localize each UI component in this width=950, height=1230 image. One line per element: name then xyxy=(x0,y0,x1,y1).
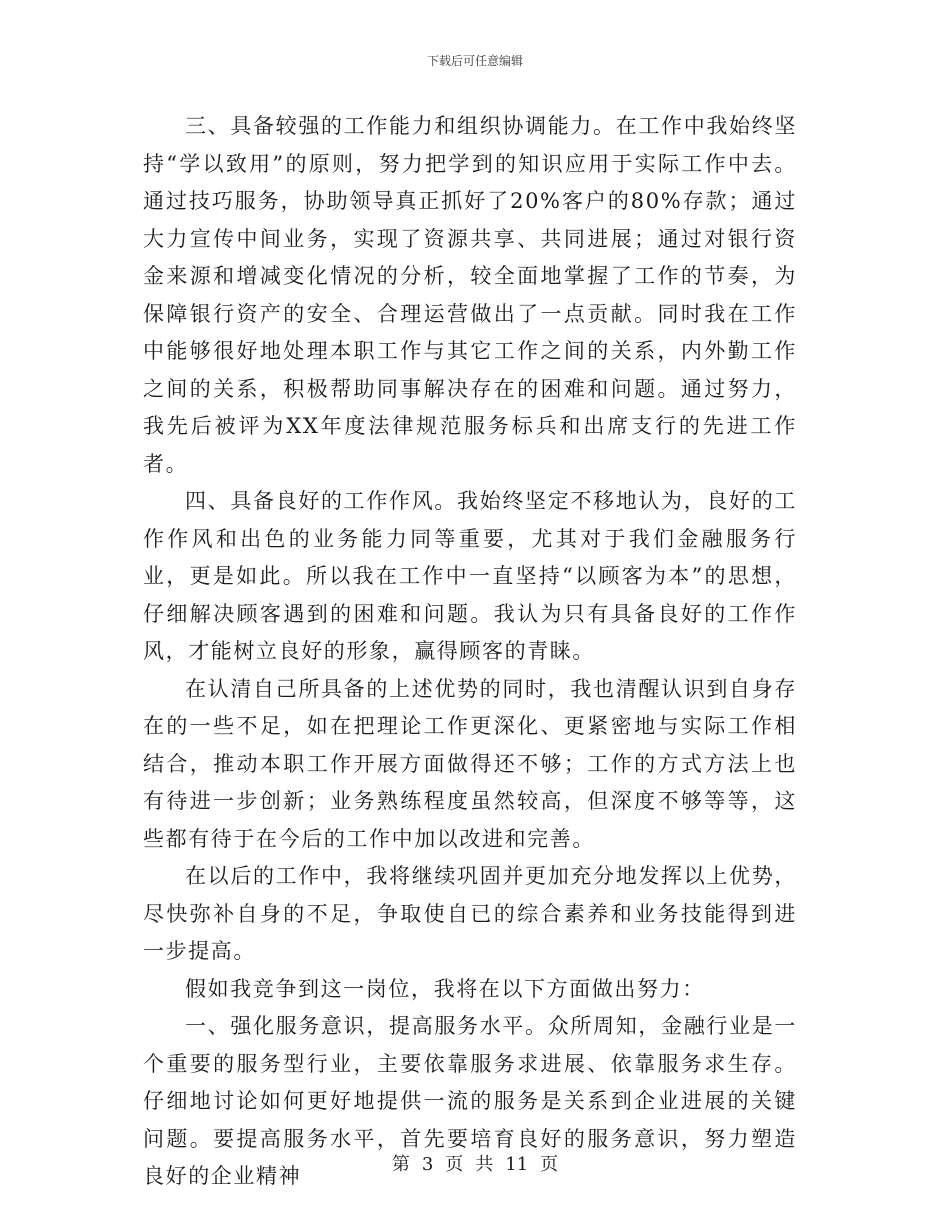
footer-current-page: 3 xyxy=(421,1154,434,1175)
paragraph-shortcomings: 在认清自己所具备的上述优势的同时，我也清醒认识到自身存在的一些不足，如在把理论工作更深化、更紧密地与实际工作相结合，推动本职工作开展方面做得还不够；工作的方式方法上也有待进一步创新；业务熟练程度虽然较高，但深度不够等等，这些都有待于在今后的工作中加以改进和完善。 xyxy=(143,676,797,851)
document-body xyxy=(143,108,797,1196)
paragraph-if-elected: 假如我竞争到这一岗位，我将在以下方面做出努力： xyxy=(185,976,705,1001)
paragraph-future-work: 在以后的工作中，我将继续巩固并更加充分地发挥以上优势，尽快弥补自身的不足，争取使自已的综合素养和业务技能得到进一步提高。 xyxy=(143,864,797,963)
footer-total-pages: 11 xyxy=(505,1154,529,1175)
page-header: 下载后可任意编辑 xyxy=(426,54,523,68)
paragraph-service-awareness: 一、强化服务意识，提高服务水平。众所周知，金融行业是一个重要的服务型行业，主要依靠服务求进展、依靠服务求生存。仔细地讨论如何更好地提供一流的服务是关系到企业进展的关键问题。要提高服务水平，首先要培育良好的服务意识，努力塑造良好的企业精神 xyxy=(143,1014,797,1188)
paragraph-ability: 三、具备较强的工作能力和组织协调能力。在工作中我始终坚持“学以致用”的原则，努力把学到的知识应用于实际工作中去。通过技巧服务，协助领导真正抓好了20%客户的80%存款；通过大力宣传中间业务，实现了资源共享、共同进展；通过对银行资金来源和增减变化情况的分析，较全面地掌握了工作的节奏，为保障银行资产的安全、合理运营做出了一点贡献。同时我在工作中能够很好地处理本职工作与其它工作之间的关系，内外勤工作之间的关系，积极帮助同事解决存在的困难和问题。通过努力，我先后被评为XX年度法律规范服务标兵和出席支行的先进工作者。 xyxy=(143,114,797,476)
footer-page-word: 页 xyxy=(445,1154,464,1175)
paragraph-work-style: 四、具备良好的工作作风。我始终坚定不移地认为，良好的工作作风和出色的业务能力同等重要，尤其对于我们金融服务行业，更是如此。所以我在工作中一直坚持“以顾客为本”的思想，仔细解决顾客遇到的困难和问题。我认为只有具备良好的工作作风，才能树立良好的形象，赢得顾客的青睐。 xyxy=(143,489,797,663)
footer-total-word: 共 xyxy=(475,1154,494,1175)
footer-suffix: 页 xyxy=(540,1154,559,1175)
footer-prefix: 第 xyxy=(391,1154,410,1175)
page-footer xyxy=(0,1154,950,1176)
